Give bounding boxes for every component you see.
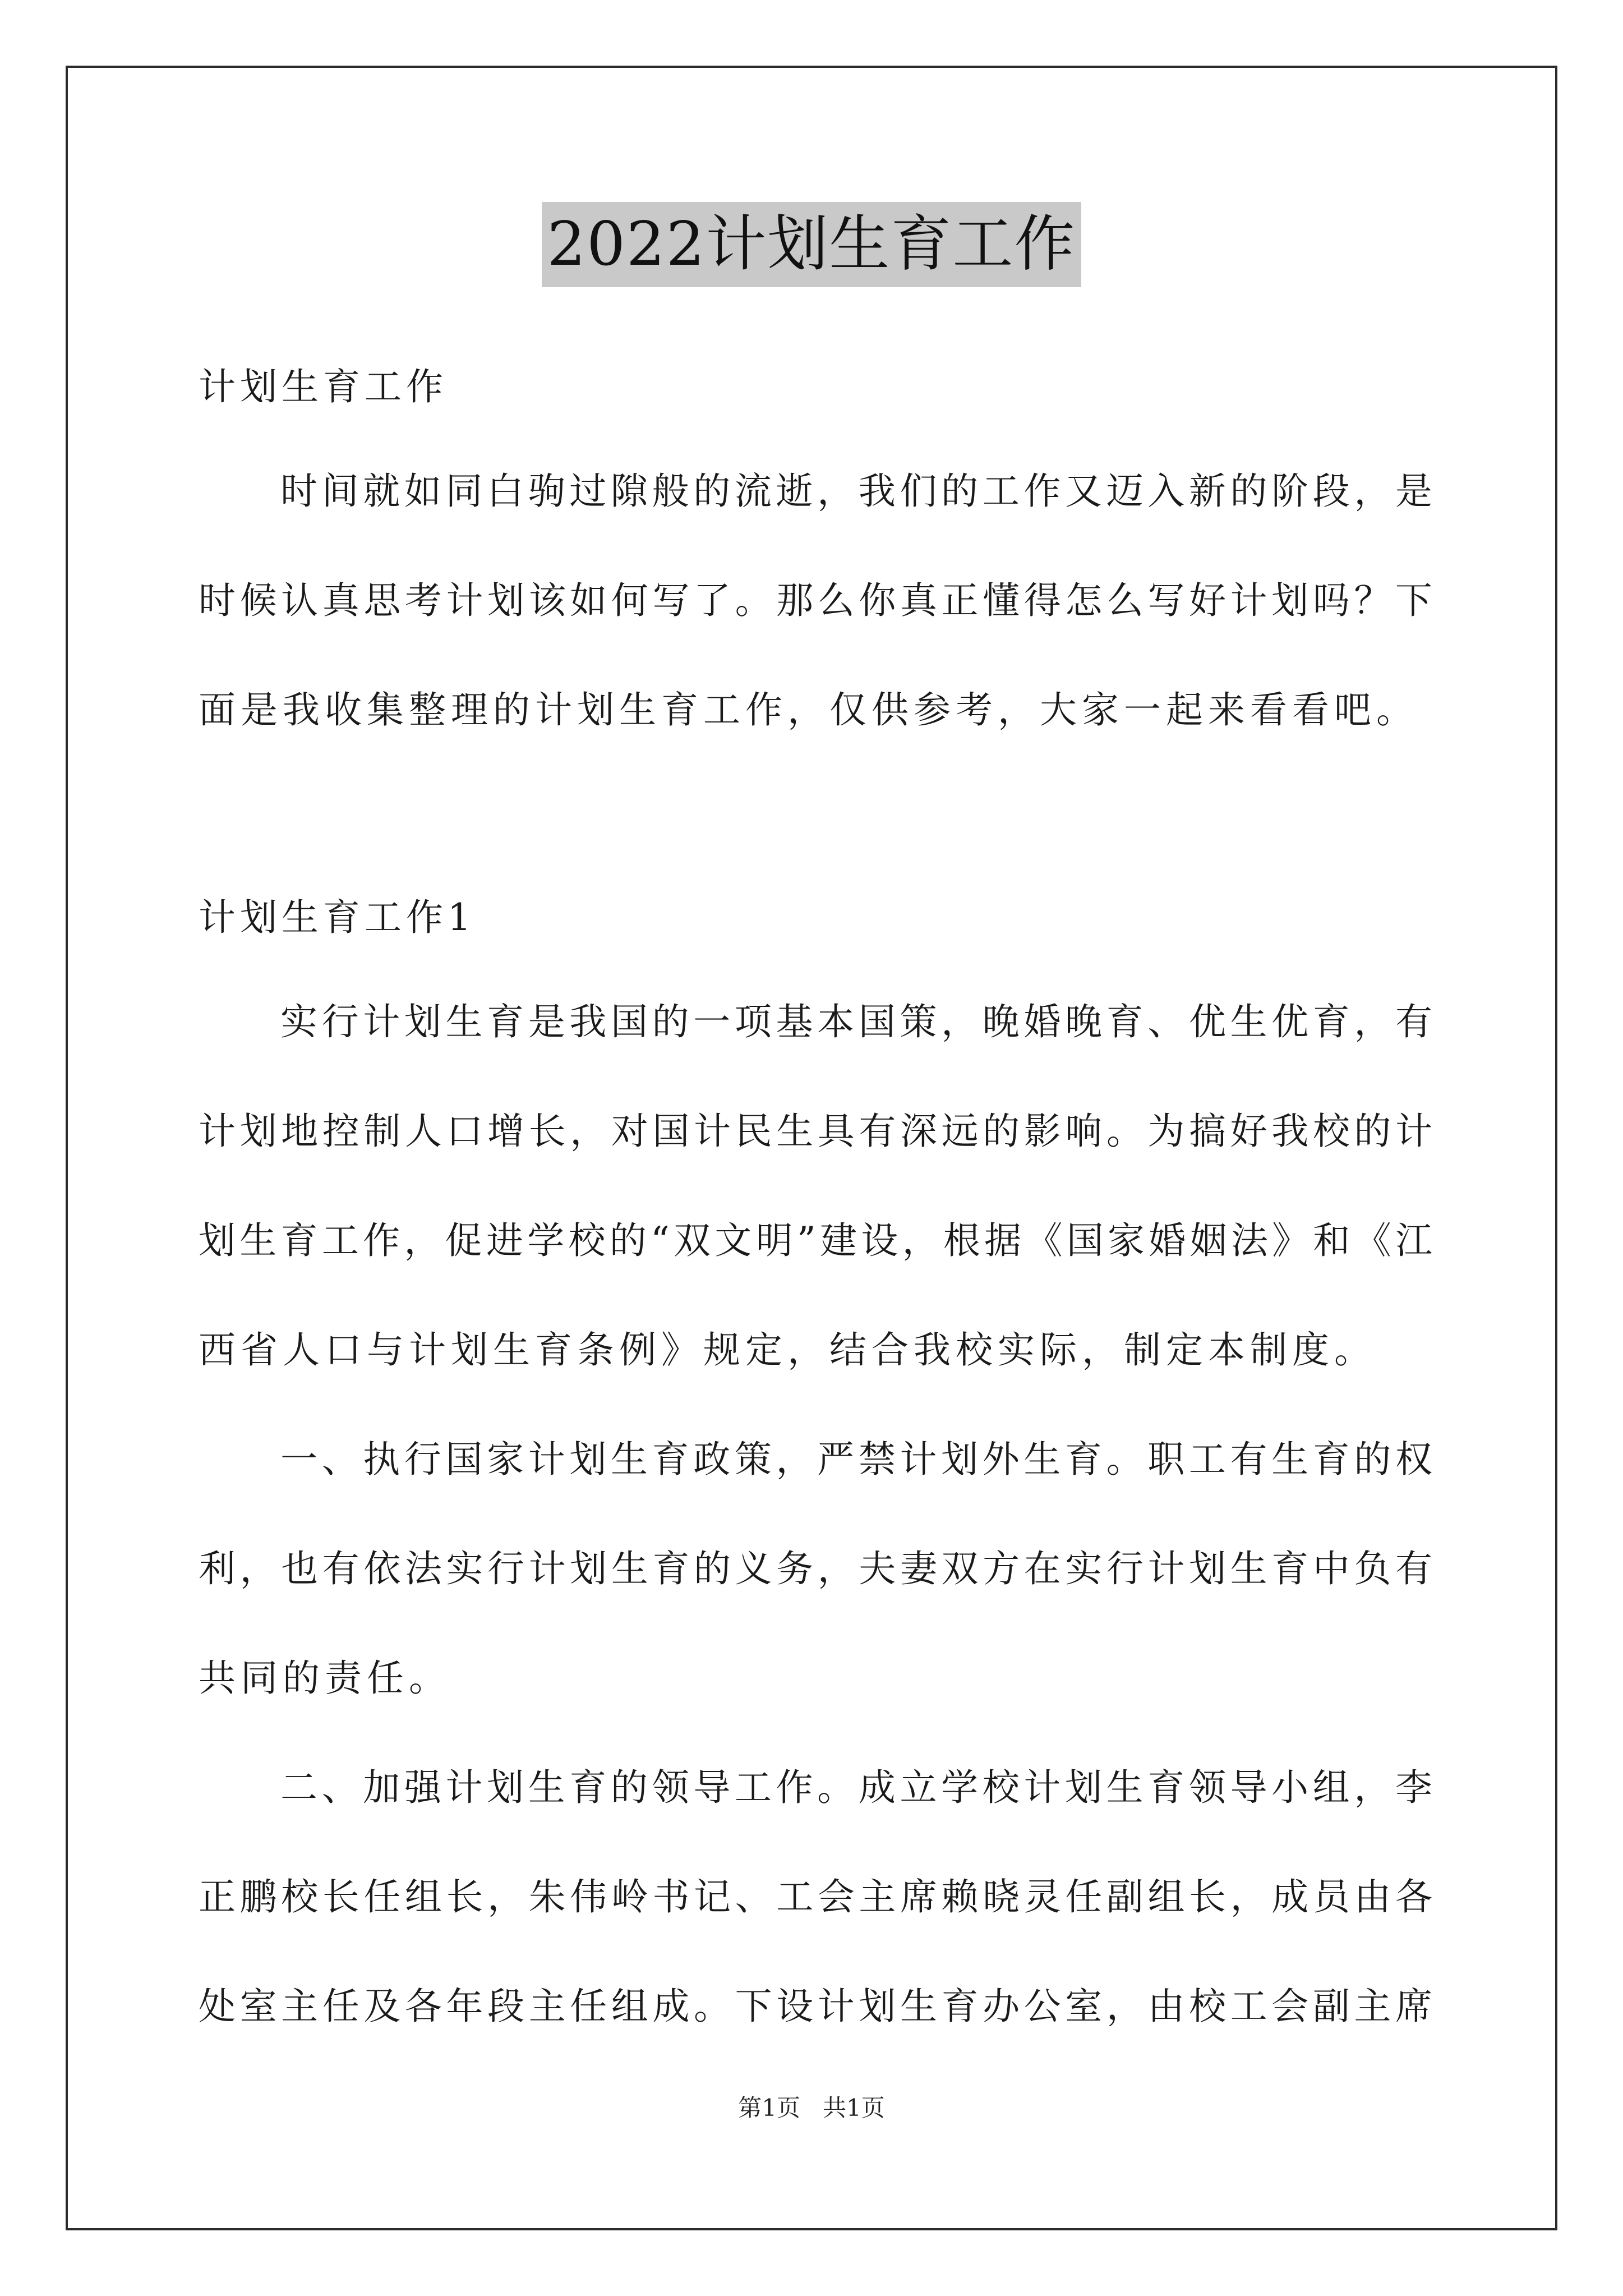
body-line-5: 一、执行国家计划生育政策，严禁计划外生育。职工有生育的权 — [280, 1438, 1432, 1481]
body-line-10: 处室主任及各年段主任组成。下设计划生育办公室，由校工会副主席 — [199, 1985, 1432, 2028]
intro-line-2: 时候认真思考计划该如何写了。那么你真正懂得怎么写好计划吗？下 — [199, 579, 1432, 622]
body-line-3: 划生育工作，促进学校的“双文明”建设，根据《国家婚姻法》和《江 — [199, 1219, 1432, 1262]
body-line-8: 二、加强计划生育的领导工作。成立学校计划生育领导小组，李 — [280, 1766, 1432, 1809]
page-footer: 第1页 共1页 — [738, 2094, 885, 2122]
section-heading: 计划生育工作1 — [199, 896, 476, 939]
body-line-4: 西省人口与计划生育条例》规定，结合我校实际，制定本制度。 — [199, 1328, 1376, 1372]
subheading: 计划生育工作 — [199, 365, 448, 408]
body-line-6: 利，也有依法实行计划生育的义务，夫妻双方在实行计划生育中负有 — [199, 1547, 1432, 1590]
body-line-7: 共同的责任。 — [199, 1657, 451, 1700]
body-line-9: 正鹏校长任组长，朱伟岭书记、工会主席赖晓灵任副组长，成员由各 — [199, 1875, 1432, 1918]
intro-line-3: 面是我收集整理的计划生育工作，仅供参考，大家一起来看看吧。 — [199, 688, 1418, 731]
body-line-1: 实行计划生育是我国的一项基本国策，晚婚晚育、优生优育，有 — [280, 1000, 1432, 1043]
intro-line-1: 时间就如同白驹过隙般的流逝，我们的工作又迈入新的阶段，是 — [280, 470, 1432, 513]
document-title: 2022计划生育工作 — [542, 202, 1082, 287]
title-container — [0, 202, 1623, 287]
body-line-2: 计划地控制人口增长，对国计民生具有深远的影响。为搞好我校的计 — [199, 1110, 1432, 1153]
